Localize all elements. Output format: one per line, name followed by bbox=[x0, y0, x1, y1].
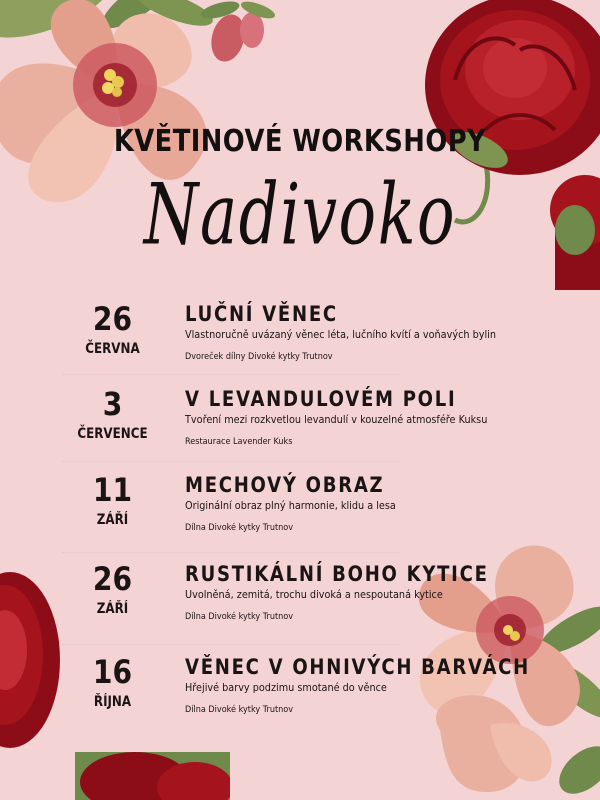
event-description: Hřejivé barvy podzimu smotané do věnce bbox=[185, 681, 387, 694]
event-title: RUSTIKÁLNÍ BOHO KYTICE bbox=[185, 562, 489, 586]
event-title: V LEVANDULOVÉM POLI bbox=[185, 387, 457, 411]
event-date bbox=[60, 561, 165, 617]
divider bbox=[62, 461, 402, 462]
workshop-title: KVĚTINOVÉ WORKSHOPY bbox=[113, 124, 487, 159]
event-item bbox=[60, 383, 488, 470]
event-description: Vlastnoručně uvázaný věnec léta, lučního kvítí a voňavých bylin bbox=[185, 328, 496, 341]
event-description: Uvolněná, zemitá, trochu divoká a nespoutaná kytice bbox=[185, 588, 443, 601]
divider bbox=[62, 374, 402, 375]
event-info bbox=[185, 561, 525, 623]
event-venue: Dvoreček dílny Divoké kytky Trutnov bbox=[185, 352, 333, 362]
event-day: 11 bbox=[92, 471, 133, 509]
event-list bbox=[60, 296, 530, 739]
event-venue: Dílna Divoké kytky Trutnov bbox=[185, 523, 294, 533]
event-day: 26 bbox=[92, 560, 133, 598]
event-title: VĚNEC V OHNIVÝCH BARVÁCH bbox=[185, 655, 530, 679]
divider bbox=[62, 552, 402, 553]
red-peony-bottom-left bbox=[0, 570, 60, 750]
event-item bbox=[60, 557, 489, 652]
event-day: 16 bbox=[92, 653, 133, 691]
event-month: ZÁŘÍ bbox=[96, 601, 129, 617]
event-venue: Dílna Divoké kytky Trutnov bbox=[185, 612, 294, 622]
event-venue: Restaurace Lavender Kuks bbox=[185, 437, 293, 447]
event-month: ČERVENCE bbox=[77, 426, 148, 442]
flower-bud-top bbox=[200, 0, 280, 70]
event-item bbox=[60, 470, 480, 557]
event-description: Originální obraz plný harmonie, klidu a lesa bbox=[185, 499, 396, 512]
event-info bbox=[185, 386, 525, 448]
event-month: ŘÍJNA bbox=[93, 694, 132, 710]
event-day: 26 bbox=[92, 300, 133, 338]
script-title: Nadivoko bbox=[143, 165, 457, 264]
event-day: 3 bbox=[102, 385, 123, 423]
divider bbox=[62, 644, 402, 645]
event-info bbox=[185, 301, 525, 363]
event-info bbox=[185, 472, 525, 534]
event-title: MECHOVÝ OBRAZ bbox=[185, 473, 385, 497]
event-date bbox=[60, 386, 165, 442]
event-description: Tvoření mezi rozkvetlou levandulí v kouzelné atmosféře Kuksu bbox=[185, 413, 488, 426]
event-item bbox=[60, 296, 496, 383]
event-month: ČERVNA bbox=[85, 341, 140, 357]
event-venue: Dílna Divoké kytky Trutnov bbox=[185, 705, 294, 715]
peony-bottom-strip bbox=[75, 752, 230, 800]
event-date bbox=[60, 301, 165, 357]
event-month: ZÁŘÍ bbox=[96, 512, 129, 528]
event-date bbox=[60, 654, 165, 710]
event-title: LUČNÍ VĚNEC bbox=[185, 302, 338, 326]
event-info bbox=[185, 654, 530, 716]
event-item bbox=[60, 652, 530, 739]
event-date bbox=[60, 472, 165, 528]
